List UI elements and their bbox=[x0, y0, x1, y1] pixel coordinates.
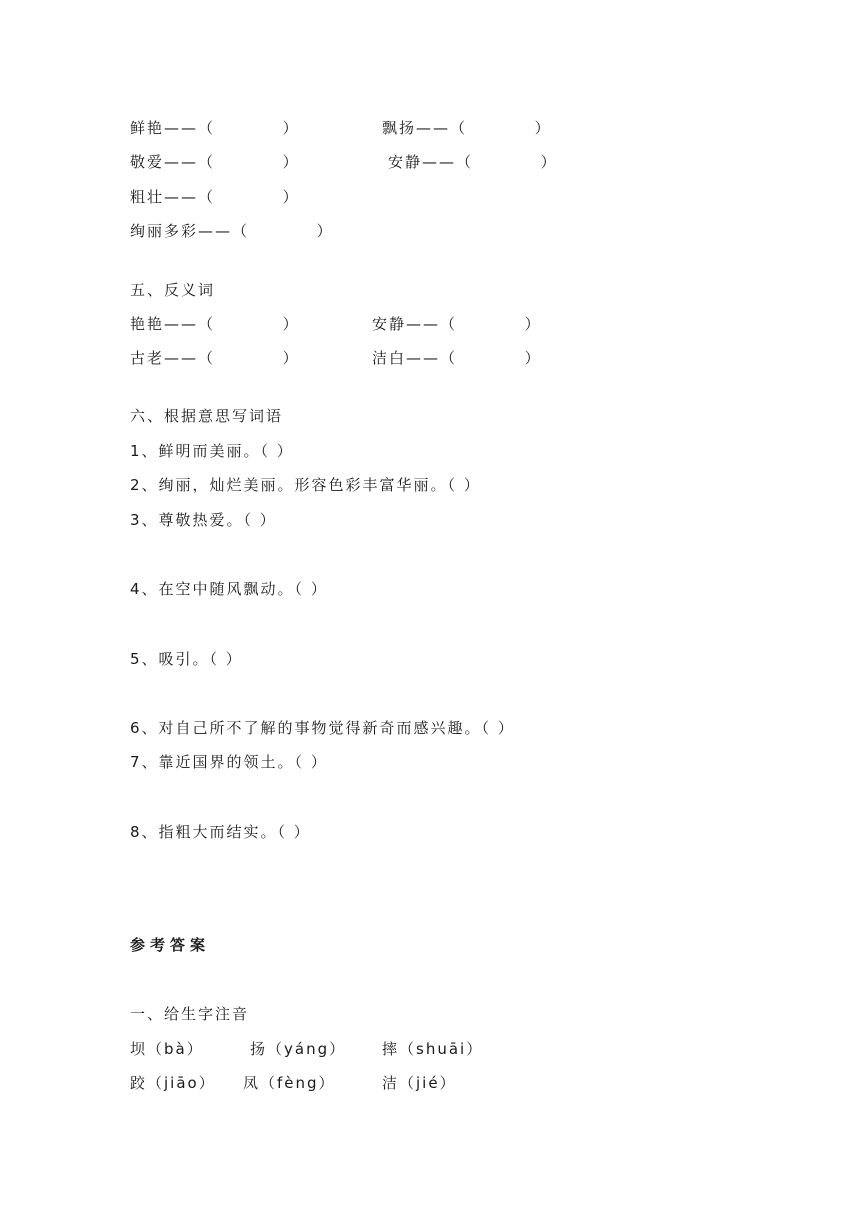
answer-row2-col3: 洁（jié） bbox=[382, 1074, 457, 1092]
meaning-item-6: 6、对自己所不了解的事物觉得新奇而感兴趣。（ ） bbox=[130, 719, 515, 737]
answers-section1-heading: 一、给生字注音 bbox=[130, 1005, 250, 1023]
antonym-row1-right: 安静——（ ） bbox=[372, 315, 542, 333]
antonym-row2-left: 古老——（ ） bbox=[130, 349, 300, 367]
meaning-item-8: 8、指粗大而结实。（ ） bbox=[130, 823, 311, 841]
antonyms-heading: 五、反义词 bbox=[130, 281, 216, 299]
answer-row2-col2: 凤（fèng） bbox=[243, 1074, 336, 1092]
antonym-row2-right: 洁白——（ ） bbox=[372, 349, 542, 367]
answer-row1-col2: 扬（yáng） bbox=[250, 1040, 347, 1058]
answer-row1-col1: 坝（bà） bbox=[130, 1040, 204, 1058]
answer-row2-col1: 跤（jiāo） bbox=[130, 1074, 216, 1092]
synonym-row3-left: 粗壮——（ ） bbox=[130, 188, 300, 206]
answer-row1-col3: 摔（shuāi） bbox=[382, 1040, 484, 1058]
meaning-item-4: 4、在空中随风飘动。（ ） bbox=[130, 580, 328, 598]
synonym-row2-right: 安静——（ ） bbox=[388, 153, 558, 171]
synonym-row4-left: 绚丽多彩——（ ） bbox=[130, 222, 334, 240]
meaning-item-1: 1、鲜明而美丽。（ ） bbox=[130, 442, 294, 460]
meaning-heading: 六、根据意思写词语 bbox=[130, 407, 284, 425]
synonym-row2-left: 敬爱——（ ） bbox=[130, 153, 300, 171]
meaning-item-3: 3、尊敬热爱。（ ） bbox=[130, 511, 277, 529]
meaning-item-5: 5、吸引。（ ） bbox=[130, 650, 243, 668]
synonym-row1-left: 鲜艳——（ ） bbox=[130, 119, 300, 137]
meaning-item-2: 2、绚丽，灿烂美丽。形容色彩丰富华丽。（ ） bbox=[130, 476, 481, 494]
answers-title: 参考答案 bbox=[130, 936, 211, 954]
meaning-item-7: 7、靠近国界的领土。（ ） bbox=[130, 753, 328, 771]
synonym-row1-right: 飘扬——（ ） bbox=[382, 119, 552, 137]
antonym-row1-left: 艳艳——（ ） bbox=[130, 315, 300, 333]
